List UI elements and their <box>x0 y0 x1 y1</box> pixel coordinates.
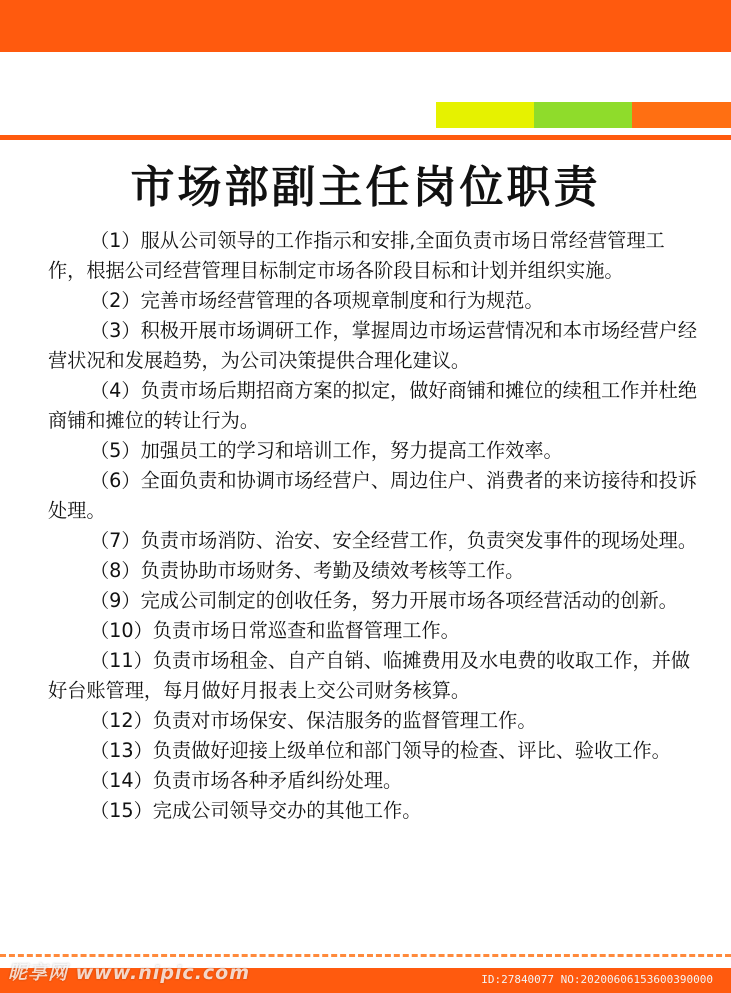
duty-item-3: （3）积极开展市场调研工作，掌握周边市场运营情况和本市场经营户经营状况和发展趋势，为公司决策提供合理化建议。 <box>48 319 698 372</box>
duty-item-1: （1）服从公司领导的工作指示和安排,全面负责市场日常经营管理工作，根据公司经营管理目标制定市场各阶段目标和计划并组织实施。 <box>48 229 665 282</box>
duty-item-5: （5）加强员工的学习和培训工作，努力提高工作效率。 <box>90 439 563 462</box>
top-orange-band <box>0 0 731 52</box>
duty-item-10: （10）负责市场日常巡查和监督管理工作。 <box>90 619 460 642</box>
duty-item-12: （12）负责对市场保安、保洁服务的监督管理工作。 <box>90 709 537 732</box>
watermark-text: 昵享网 www.nipic.com <box>8 962 251 984</box>
duty-item-8: （8）负责协助市场财务、考勤及绩效考核等工作。 <box>90 559 525 582</box>
duty-item-4: （4）负责市场后期招商方案的拟定，做好商铺和摊位的续租工作并杜绝商铺和摊位的转让行为。 <box>48 379 698 432</box>
duty-item-11: （11）负责市场租金、自产自销、临摊费用及水电费的收取工作，并做好台账管理，每月做好月报表上交公司财务核算。 <box>48 649 691 702</box>
image-id-text: ID:27840077 NO:20200606153600390000 <box>481 973 713 986</box>
duty-item-9: （9）完成公司制定的创收任务，努力开展市场各项经营活动的创新。 <box>90 589 678 612</box>
duty-item-13: （13）负责做好迎接上级单位和部门领导的检查、评比、验收工作。 <box>90 739 671 762</box>
duty-item-2: （2）完善市场经营管理的各项规章制度和行为规范。 <box>90 289 544 312</box>
duty-list <box>48 226 698 826</box>
duty-item-15: （15）完成公司领导交办的其他工作。 <box>90 799 422 822</box>
decorative-color-blocks <box>436 102 731 128</box>
bottom-dashed-line <box>0 954 731 957</box>
orange-block <box>632 102 731 128</box>
duty-item-7: （7）负责市场消防、治安、安全经营工作，负责突发事件的现场处理。 <box>90 529 698 552</box>
duty-item-6: （6）全面负责和协调市场经营户、周边住户、消费者的来访接待和投诉处理。 <box>48 469 698 522</box>
orange-divider-line <box>0 135 731 140</box>
duty-item-14: （14）负责市场各种矛盾纠纷处理。 <box>90 769 403 792</box>
green-block <box>534 102 632 128</box>
page-title: 市场部副主任岗位职责 <box>130 162 601 213</box>
yellow-block <box>436 102 534 128</box>
